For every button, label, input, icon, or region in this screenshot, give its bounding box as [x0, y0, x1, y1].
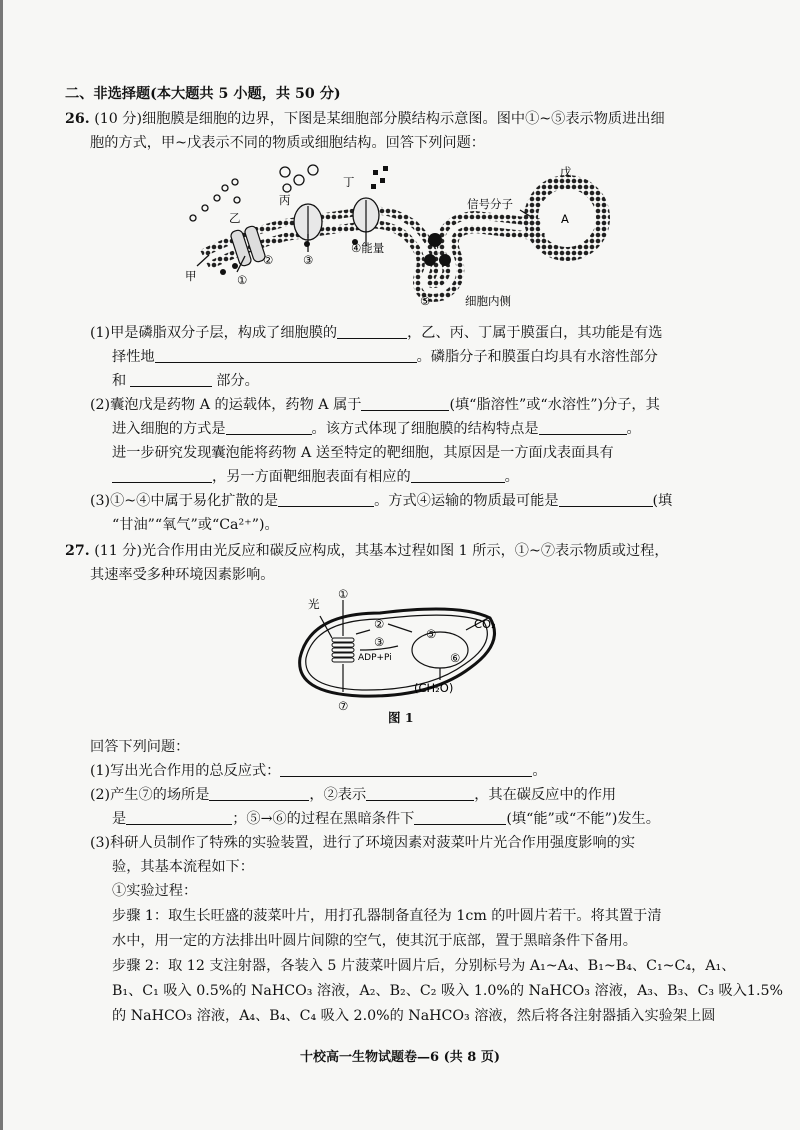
- membrane-diagram: [175, 160, 630, 312]
- q27-part3-line2: 验，其基本流程如下：: [112, 859, 254, 875]
- q27-part3-line1: (3)科研人员制作了特殊的实验装置，进行了环境因素对菠菜叶片光合作用强度影响的实: [90, 835, 636, 851]
- q26-part1-line1: (1)甲是磷脂双分子层，构成了细胞膜的 ，乙、丙、丁属于膜蛋白，其功能是有选: [90, 325, 663, 341]
- label-energy: ④能量: [351, 241, 385, 255]
- q27-step1-line2: 水中，用一定的方法排出叶圆片间隙的空气，使其沉于底部，置于黑暗条件下备用。: [112, 933, 637, 949]
- q27-step2-line2: B₁、C₁ 吸入 0.5%的 NaHCO₃ 溶液，A₂、B₂、C₂ 吸入 1.0%的 NaHCO₃ 溶液，A₃、B₃、C₃ 吸入1.5%: [112, 983, 783, 999]
- label-co2: CO₂: [474, 617, 496, 631]
- section-heading: 二、非选择题(本大题共 5 小题，共 50 分): [65, 86, 341, 102]
- label-n5: ⑤: [426, 627, 437, 641]
- q27-part3-line3: ①实验过程：: [112, 883, 198, 899]
- label-signal: 信号分子: [467, 197, 513, 211]
- q27-intro-1: 27. (11 分)光合作用由光反应和碳反应构成，其基本过程如图 1 所示，①~⑦表示物质或过程，: [65, 543, 669, 559]
- label-bing: 丙: [279, 193, 291, 207]
- label-n3: ③: [374, 635, 385, 649]
- label-ch2o: (CH₂O): [414, 681, 454, 695]
- label-n2: ②: [263, 253, 274, 267]
- q27-ask: 回答下列问题：: [90, 739, 190, 755]
- q27-number: 27.: [65, 543, 90, 559]
- figure-caption: 图 1: [388, 710, 414, 725]
- q26-part1-line3: 和 部分。: [112, 373, 259, 389]
- q27-intro-2: 其速率受多种环境因素影响。: [90, 567, 275, 583]
- label-adp: ADP+Pi: [358, 653, 392, 663]
- q26-part2-line3: 进一步研究发现囊泡能将药物 A 送至特定的靶细胞，其原因是一方面戊表面具有: [112, 445, 614, 461]
- q26-part3-line1: (3)①~④中属于易化扩散的是 。方式④运输的物质最可能是 (填: [90, 493, 673, 509]
- q27-part2-line1: (2)产生⑦的场所是 ，②表示 ，其在碳反应中的作用: [90, 787, 617, 803]
- label-ding: 丁: [343, 175, 355, 189]
- label-n1: ①: [237, 273, 248, 287]
- label-n1: ①: [338, 588, 349, 601]
- q27-step2-line3: 的 NaHCO₃ 溶液，A₄、B₄、C₄ 吸入 2.0%的 NaHCO₃ 溶液，然后将各注射器插入实验架上圆: [112, 1008, 716, 1024]
- label-inside: 细胞内侧: [465, 294, 511, 308]
- label-jia: 甲: [185, 269, 197, 283]
- q27-step2-line1: 步骤 2：取 12 支注射器，各装入 5 片菠菜叶圆片后，分别标号为 A₁~A₄、B₁~B₄、C₁~C₄，A₁、: [112, 958, 736, 974]
- label-wu: 戊: [560, 165, 572, 179]
- label-n7: ⑦: [338, 699, 349, 713]
- label-drug-a: A: [561, 212, 569, 226]
- q26-part1-line2: 择性地 。磷脂分子和膜蛋白均具有水溶性部分: [112, 349, 658, 365]
- q27-part1: (1)写出光合作用的总反应式： 。: [90, 763, 547, 779]
- q26-part2-line2: 进入细胞的方式是 。该方式体现了细胞膜的结构特点是 。: [112, 421, 641, 437]
- chloroplast-diagram: [290, 588, 510, 716]
- page-footer: 十校高一生物试题卷—6 (共 8 页): [300, 1050, 500, 1065]
- q26-part2-line1: (2)囊泡戊是药物 A 的运载体，药物 A 属于 (填“脂溶性”或“水溶性”)分子，其: [90, 397, 660, 413]
- q26-number: 26.: [65, 111, 90, 127]
- label-n6: ⑥: [450, 651, 461, 665]
- q26-intro-1: 26. (10 分)细胞膜是细胞的边界，下图是某细胞部分膜结构示意图。图中①~⑤表示物质进出细: [65, 111, 665, 127]
- label-n2: ②: [374, 617, 385, 631]
- label-n3: ③: [303, 253, 314, 267]
- label-n5: ⑤: [420, 294, 431, 308]
- label-light: 光: [308, 597, 320, 611]
- q26-part2-line4: ，另一方面靶细胞表面有相应的 。: [112, 467, 519, 487]
- page-edge: [0, 0, 3, 1130]
- q26-part3-line2: “甘油”“氧气”或“Ca²⁺”)。: [112, 517, 279, 533]
- q26-intro-2: 胞的方式，甲~戊表示不同的物质或细胞结构。回答下列问题：: [90, 135, 485, 151]
- q27-step1-line1: 步骤 1：取生长旺盛的菠菜叶片，用打孔器制备直径为 1cm 的叶圆片若干。将其置于清: [112, 908, 662, 924]
- q27-part2-line2: 是 ；⑤→⑥的过程在黑暗条件下 (填“能”或“不能”)发生。: [112, 811, 660, 827]
- label-yi: 乙: [229, 211, 241, 225]
